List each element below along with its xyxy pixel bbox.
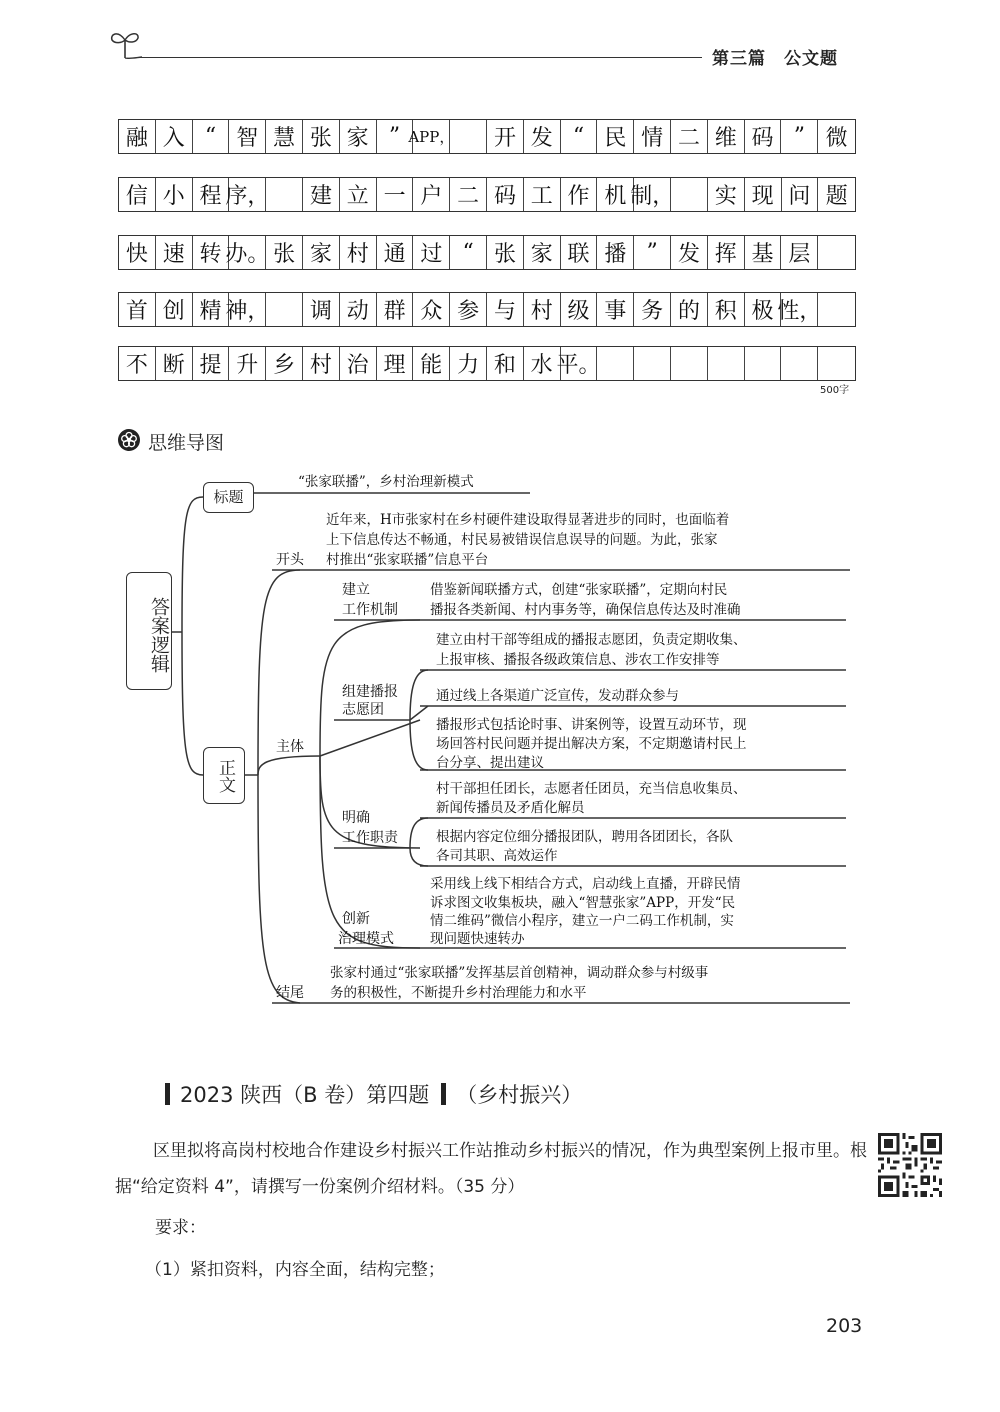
- mindmap-section-title: 思维导图: [148, 432, 225, 454]
- grid-cell: 事: [597, 293, 634, 326]
- title-text: “张家联播”，乡村治理新模式: [298, 474, 474, 490]
- root-node: [126, 572, 172, 690]
- ending-line-2: 务的积极性，不断提升乡村治理能力和水平: [330, 985, 587, 1001]
- grid-cell: ”: [377, 120, 414, 153]
- grid-cell: 一: [377, 178, 414, 211]
- grid-cell: 小: [156, 178, 193, 211]
- grid-cell: 户: [413, 178, 450, 211]
- opening-line-3: 村推出“张家联播”信息平台: [326, 552, 489, 568]
- grid-cell: 信: [119, 178, 156, 211]
- grid-cell: 的: [671, 293, 708, 326]
- grid-cell: 力: [450, 347, 487, 380]
- grid-cell: 务: [634, 293, 671, 326]
- grid-cell: 群: [377, 293, 414, 326]
- heading-bar-right: [441, 1083, 446, 1105]
- grid-cell: 微: [825, 126, 848, 151]
- grid-cell: 作: [561, 178, 598, 211]
- grid-cell: 断: [156, 347, 193, 380]
- grid-cell: 机: [597, 178, 634, 211]
- page-number: 203: [826, 1315, 863, 1337]
- grid-cell: 村: [524, 293, 561, 326]
- question-heading: [155, 1079, 582, 1109]
- branch1-line-2: 播报各类新闻、村内事务等，确保信息传达及时准确: [430, 602, 741, 618]
- grid-cell: 智: [229, 120, 266, 153]
- branch4-line-2: 诉求图文收集板块，融入“智慧张家”APP，开发“民: [430, 895, 736, 911]
- grid-cell: 二: [671, 120, 708, 153]
- branch1-label-1: 建立: [342, 582, 370, 598]
- grid-cell: 村: [303, 347, 340, 380]
- grid-cell: 调: [303, 293, 340, 326]
- grid-cell: 问: [782, 178, 819, 211]
- branch2-item1-line-1: 建立由村干部等组成的播报志愿团，负责定期收集、: [436, 632, 747, 648]
- grid-cell: 发: [671, 236, 708, 269]
- question-paragraph: 区里拟将高岗村校地合作建设乡村振兴工作站推动乡村振兴的情况，作为典型案例上报市里。根据“给定资料 4”，请撰写一份案例介绍材料。（35 分）: [115, 1141, 867, 1197]
- grid-cell: 家: [340, 120, 377, 153]
- grid-cell: ”: [634, 236, 671, 269]
- opening-line-1: 近年来，H市张家村在乡村硬件建设取得显著进步的同时，也面临着: [326, 512, 730, 528]
- grid-cell: 发: [524, 120, 561, 153]
- main-label: 主体: [276, 739, 304, 755]
- grid-cell: 张: [266, 236, 303, 269]
- ending-line-1: 张家村通过“张家联播”发挥基层首创精神，调动群众参与村级事: [330, 965, 709, 981]
- ending-label: 结尾: [276, 985, 304, 1001]
- branch3-item1-line-1: 村干部担任团长，志愿者任团员，充当信息收集员、: [436, 781, 747, 797]
- grid-cell: 极: [745, 293, 782, 326]
- grid-cell: 水: [524, 347, 561, 380]
- heading-bar-left: [165, 1083, 170, 1105]
- grid-cell: 基: [745, 236, 782, 269]
- grid-cell: 乡: [266, 347, 303, 380]
- grid-cell: 能: [413, 347, 450, 380]
- grid-cell: 通: [377, 236, 414, 269]
- branch2-item3-line-2: 场回答村民问题并提出解决方案，不定期邀请村民上: [436, 736, 747, 752]
- grid-cell: “: [193, 120, 230, 153]
- grid-cell: 联: [561, 236, 598, 269]
- grid-cell: 办。: [229, 236, 266, 269]
- grid-cell: 平。: [561, 347, 598, 380]
- grid-cell: 家: [524, 236, 561, 269]
- grid-cell: 工: [524, 178, 561, 211]
- grid-cell: 现: [745, 178, 782, 211]
- branch3-label-2: 工作职责: [342, 830, 398, 846]
- branch3-item2-line-2: 各司其职、高效运作: [436, 848, 558, 864]
- branch4-label-1: 创新: [342, 911, 370, 927]
- grid-cell: 不: [119, 347, 156, 380]
- grid-cell: 性，: [781, 293, 818, 326]
- grid-cell: 积: [708, 293, 745, 326]
- grid-cell: 融: [119, 120, 156, 153]
- branch4-line-4: 现问题快速转办: [430, 931, 525, 947]
- grid-cell: 众: [413, 293, 450, 326]
- branch4-line-1: 采用线上线下相结合方式，启动线上直播，开辟民情: [430, 876, 741, 892]
- title-node-label: 标题: [213, 488, 244, 506]
- branch3-label-1: 明确: [342, 810, 370, 826]
- grid-cell: 升: [229, 347, 266, 380]
- grid-cell: ”: [781, 120, 818, 153]
- grid-cell: 张: [303, 120, 340, 153]
- requirement-1: （1）紧扣资料，内容全面，结构完整；: [145, 1260, 445, 1280]
- grid-cell: 张: [487, 236, 524, 269]
- grid-cell: 入: [156, 120, 193, 153]
- branch2-label-2: 志愿团: [342, 702, 384, 718]
- grid-cell: 播: [597, 236, 634, 269]
- question-topic: （乡村振兴）: [456, 1083, 583, 1107]
- grid-cell: “: [561, 120, 598, 153]
- grid-cell: 速: [156, 236, 193, 269]
- opening-label: 开头: [276, 552, 304, 568]
- body-node-label: 正文: [215, 758, 235, 793]
- grid-cell: 精: [193, 293, 230, 326]
- grid-cell: 建: [303, 178, 340, 211]
- grid-cell: 快: [119, 236, 156, 269]
- grid-cell: 民: [597, 120, 634, 153]
- grid-cell: 开: [487, 120, 524, 153]
- grid-cell: 动: [340, 293, 377, 326]
- branch4-label-2: 治理模式: [338, 931, 394, 947]
- grid-cell: 制，: [634, 178, 671, 211]
- grid-cell: 慧: [266, 120, 303, 153]
- grid-cell: 理: [377, 347, 414, 380]
- branch3-item1-line-2: 新闻传播员及矛盾化解员: [436, 800, 585, 816]
- branch2-item3-line-3: 台分享、提出建议: [436, 755, 544, 771]
- grid-cell: 级: [561, 293, 598, 326]
- grid-cell: 过: [413, 236, 450, 269]
- grid-cell: 神，: [229, 293, 266, 326]
- grid-cell: 转: [193, 236, 230, 269]
- grid-cell: 码: [745, 120, 782, 153]
- branch2-item2-line-1: 通过线上各渠道广泛宣传，发动群众参与: [436, 688, 679, 704]
- body-node: [203, 747, 245, 804]
- branch1-label-2: 工作机制: [342, 602, 398, 618]
- grid-cell: 立: [340, 178, 377, 211]
- grid-cell: 情: [634, 120, 671, 153]
- qr-code-icon: [878, 1133, 942, 1197]
- grid-cell: 题: [825, 184, 848, 209]
- branch2-item1-line-2: 上报审核、播报各级政策信息、涉农工作安排等: [436, 652, 720, 668]
- requirement-title: 要求：: [155, 1218, 206, 1238]
- branch2-item3-line-1: 播报形式包括论时事、讲案例等，设置互动环节，现: [436, 717, 747, 733]
- grid-cell: 首: [119, 293, 156, 326]
- grid-cell: “: [450, 236, 487, 269]
- branch2-label-1: 组建播报: [342, 684, 398, 700]
- grid-cell: 实: [708, 178, 745, 211]
- branch4-line-3: 情二维码”微信小程序，建立一户二码工作机制，实: [430, 913, 734, 929]
- root-node-label: 答案逻辑: [148, 597, 170, 673]
- grid-cell: 码: [487, 178, 524, 211]
- grid-cell: 和: [487, 347, 524, 380]
- grid-cell: 提: [193, 347, 230, 380]
- grid-cell: 治: [340, 347, 377, 380]
- grid-cell: 二: [450, 178, 487, 211]
- title-node: [203, 482, 254, 513]
- grid-cell: 序，: [229, 178, 266, 211]
- grid-cell: 村: [340, 236, 377, 269]
- grid-cell: 维: [708, 120, 745, 153]
- branch1-line-1: 借鉴新闻联播方式，创建“张家联播”，定期向村民: [430, 582, 728, 598]
- grid-cell: 创: [156, 293, 193, 326]
- branch3-item2-line-1: 根据内容定位细分播报团队，聘用各团团长，各队: [436, 829, 733, 845]
- grid-cell: 挥: [708, 236, 745, 269]
- question-title: 2023 陕西（B 卷）第四题: [180, 1083, 430, 1107]
- grid-cell: 参: [450, 293, 487, 326]
- opening-line-2: 上下信息传达不畅通，村民易被错误信息误导的问题。为此，张家: [326, 532, 718, 548]
- grid-cell: 与: [487, 293, 524, 326]
- grid-cell: 程: [193, 178, 230, 211]
- header-title: 第三篇 公文题: [712, 49, 838, 69]
- grid-cell: 家: [303, 236, 340, 269]
- grid-cell: 层: [781, 236, 818, 269]
- grid-cell: APP，: [413, 120, 450, 153]
- word-count: 500字: [820, 385, 850, 396]
